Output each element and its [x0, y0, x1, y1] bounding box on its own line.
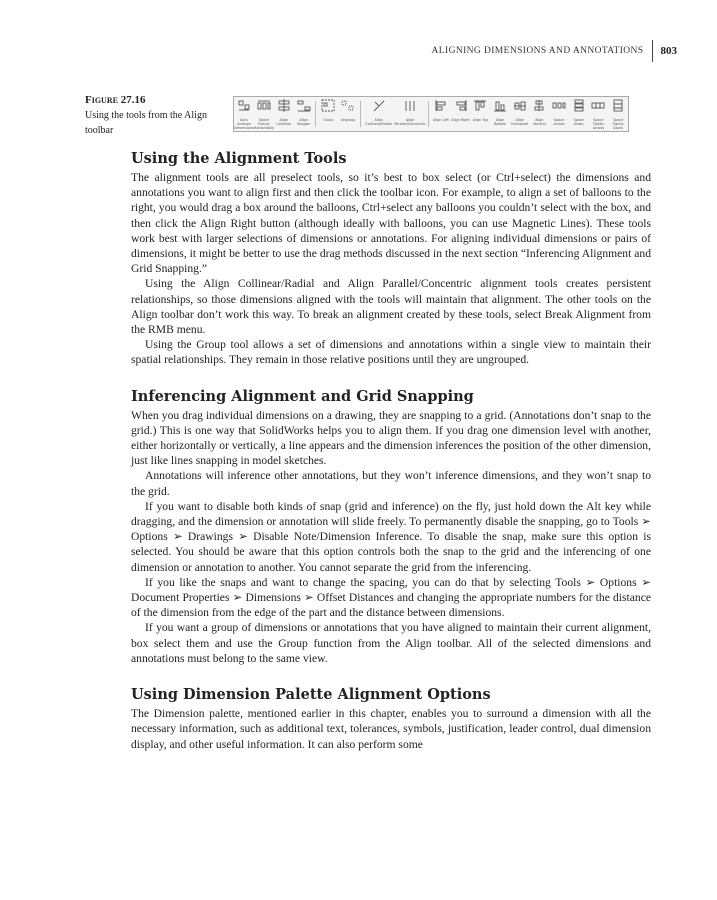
section-heading: Using Dimension Palette Alignment Options — [131, 686, 491, 704]
toolbar-button-label: Align Right — [451, 118, 470, 122]
align-vertical-icon — [532, 99, 546, 117]
toolbar-button[interactable] — [318, 97, 338, 131]
space-across-icon — [552, 99, 566, 117]
header-divider — [652, 40, 653, 62]
paragraph: If you want to disable both kinds of snap (grid and inference) on the fly, just hold down the Alt key while dragging, and the dimension or annotation will slide freely. To permanently disable the snapping, go to Tools ➢ Options ➢ Drawings ➢ Disable Note/Dimension Inference. To disable the snap, make sure this option is selected. You should be aware that this option controls both the snap to the grid and the inferencing of one dimension or annotation to another. You cannot separate the grid from the inferencing. — [131, 499, 651, 574]
toolbar-button[interactable] — [549, 97, 569, 131]
align-left-icon — [434, 99, 448, 117]
toolbar-button[interactable] — [294, 97, 314, 131]
toolbar-button[interactable] — [470, 97, 490, 131]
toolbar-button-label: Space Down — [573, 118, 584, 126]
align-collinear-radial-icon — [372, 99, 386, 117]
toolbar-button-label: Space Evenly Horizontally — [253, 118, 275, 130]
toolbar-button[interactable] — [274, 97, 294, 131]
running-title: ALIGNING DIMENSIONS AND ANNOTATIONS — [431, 46, 644, 56]
toolbar-button-label: Align Collinear — [276, 118, 292, 126]
toolbar-button[interactable] — [510, 97, 530, 131]
toolbar-button-label: Space Across — [553, 118, 565, 126]
space-down-icon — [572, 99, 586, 117]
align-top-icon — [473, 99, 487, 117]
align-right-icon — [454, 99, 468, 117]
toolbar-button[interactable] — [529, 97, 549, 131]
ungroup-icon — [341, 99, 355, 117]
paragraph: The alignment tools are all preselect tools, so it’s best to box select (or Ctrl+select) the dimensions and annotations you want to align first and then click the toolbar icon. For example, to align a set of balloons to the right, you would drag a box around the balloons, Ctrl+select any balloons you couldn’t select with the box, and then click the Align Right button (although ideally with balloons, you can use Magnetic Lines). These tools work best with larger selections of dimensions or annotations. For aligning individual dimensions or pairs of dimensions, it might be better to use the drag methods discussed in the next section “Inferencing Alignment and Grid Snapping.” — [131, 171, 651, 276]
toolbar-button[interactable] — [234, 97, 254, 131]
toolbar-button[interactable] — [569, 97, 589, 131]
main-content — [131, 150, 651, 772]
toolbar-button-label: Ungroup — [340, 118, 356, 122]
toolbar-button-label: Space Tightly Across — [592, 118, 605, 130]
paragraph: Using the Group tool allows a set of dimensions and annotations within a single view to maintain their spatial relationships. They remain in those relative positions until they are ungrouped. — [131, 338, 651, 367]
toolbar-button-label: Align Stagger — [296, 118, 311, 126]
toolbar-button-label: Space Tightly Down — [612, 118, 624, 130]
toolbar-button-label: Align Collinear/Radial — [365, 118, 392, 126]
group-icon — [321, 99, 335, 117]
toolbar-button[interactable] — [394, 97, 426, 131]
toolbar-button[interactable] — [363, 97, 395, 131]
toolbar-button-label: Align Left — [432, 118, 449, 122]
figure-caption — [85, 93, 235, 138]
toolbar-button[interactable] — [451, 97, 471, 131]
auto-arrange-icon — [237, 99, 251, 117]
align-stagger-icon — [297, 99, 311, 117]
section — [131, 150, 651, 368]
section — [131, 388, 651, 666]
toolbar-button[interactable] — [589, 97, 609, 131]
toolbar-button-label: Group — [323, 118, 334, 122]
paragraph: Annotations will inference other annotations, but they won’t inference dimensions, and they won’t snap to the grid. — [131, 469, 651, 498]
align-horizontal-icon — [513, 99, 527, 117]
align-bottom-icon — [493, 99, 507, 117]
toolbar-button-label: Align Horizontal — [510, 118, 529, 126]
toolbar-button[interactable] — [431, 97, 451, 131]
align-parallel-concentric-icon — [403, 99, 417, 117]
toolbar-button[interactable] — [490, 97, 510, 131]
figure-caption-text: Using the tools from the Align toolbar — [85, 110, 207, 136]
toolbar-button-label: Auto Arrange Dimensions — [234, 118, 254, 130]
section-heading: Inferencing Alignment and Grid Snapping — [131, 387, 474, 405]
paragraph: When you drag individual dimensions on a drawing, they are snapping to a grid. (Annotations don’t snap to the grid.) This is one way that SolidWorks helps you to align them. If you drag one dimension level with another, either horizontally or vertically, a line appears and the dimension inferences the position of the other dimension, just like lines snapping in model sketches. — [131, 408, 651, 468]
toolbar-separator — [428, 101, 429, 127]
paragraph: The Dimension palette, mentioned earlier in this chapter, enables you to surround a dimension with all the necessary information, such as additional text, tolerances, symbols, justification, leader control, dual dimension display, and other useful information. It can also perform some — [131, 707, 651, 751]
toolbar-separator — [315, 101, 316, 127]
toolbar-button[interactable] — [254, 97, 274, 131]
toolbar-button[interactable] — [608, 97, 628, 131]
space-tightly-down-icon — [611, 99, 625, 117]
space-evenly-horizontal-icon — [257, 99, 271, 117]
toolbar-button-label: Align Parallel/Concentric — [394, 118, 427, 126]
paragraph: If you like the snaps and want to change the spacing, you can do that by selecting Tools ➢ Options ➢ Document Properties ➢ Dimensions ➢ Offset Distances and changing the appropriate numbers for the distance of the dimension from the edge of the part and the distance between dimensions. — [131, 575, 651, 620]
page-number: 803 — [660, 45, 677, 57]
toolbar-button-label: Align Vertical — [532, 118, 546, 126]
running-header — [432, 40, 677, 62]
figure-label: Figure 27.16 — [85, 94, 146, 106]
toolbar-separator — [360, 101, 361, 127]
align-collinear-icon — [277, 99, 291, 117]
paragraph: If you want a group of dimensions or annotations that you have aligned to maintain their current alignment, box select them and use the Group function from the Align toolbar. All of the selected dimensions and annotations must belong to the same view. — [131, 621, 651, 665]
align-toolbar — [233, 96, 629, 132]
section — [131, 686, 651, 752]
toolbar-button[interactable] — [338, 97, 358, 131]
toolbar-button-label: Align Top — [472, 118, 488, 122]
space-tightly-across-icon — [591, 99, 605, 117]
toolbar-button-label: Align Bottom — [493, 118, 507, 126]
section-heading: Using the Alignment Tools — [131, 150, 347, 167]
paragraph: Using the Align Collinear/Radial and Align Parallel/Concentric alignment tools creates persistent relationships, so those dimensions aligned with the tools will maintain that alignment. The other tools on the Align toolbar don’t work this way. To break an alignment created by these tools, select Break Alignment from the RMB menu. — [131, 277, 651, 337]
